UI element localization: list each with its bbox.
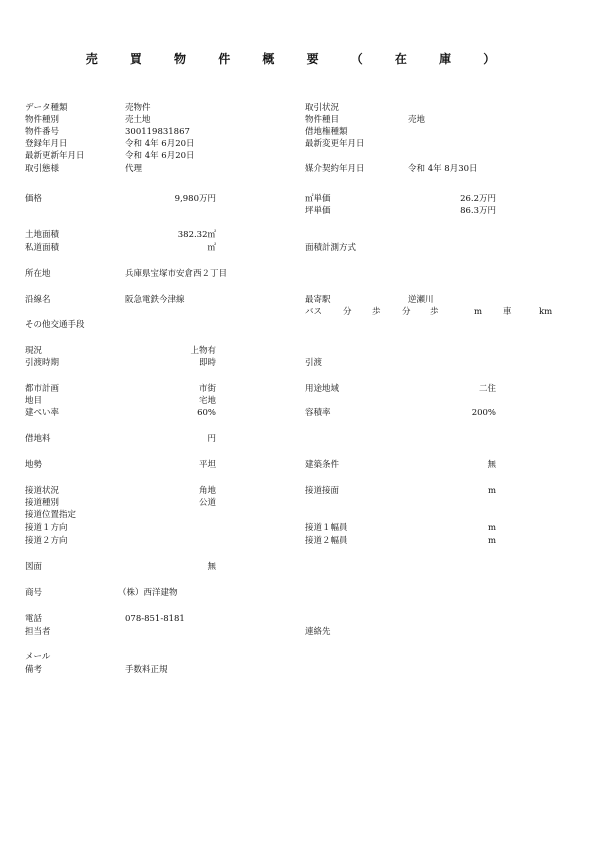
value-price: 9,980万円 [174, 194, 216, 204]
value-data-type: 売物件 [125, 103, 151, 113]
label-nearest-station: 最寄駅 [305, 295, 331, 305]
label-terrain: 地勢 [25, 460, 43, 470]
value-building-coverage: 60% [197, 408, 216, 418]
value-current-status: 上物有 [190, 346, 216, 356]
label-road-access: 接道状況 [25, 486, 60, 496]
label-brokerage-date: 媒介契約年月日 [305, 164, 365, 174]
label-mail: メール [25, 652, 51, 662]
label-road-frontage: 接道接面 [305, 486, 340, 496]
label-property-number: 物件番号 [25, 127, 60, 137]
value-terrain: 平坦 [198, 460, 216, 470]
label-bus-minutes: 分 [343, 307, 352, 317]
value-nearest-station: 逆瀬川 [408, 295, 434, 305]
value-handover-time: 即時 [198, 358, 216, 368]
label-staff: 担当者 [25, 627, 51, 637]
value-land-rent: 円 [207, 434, 216, 444]
label-address: 所在地 [25, 269, 51, 279]
label-phone: 電話 [25, 614, 43, 624]
label-road2-width: 接道２幅員 [305, 536, 348, 546]
value-registered-date: 令和 4年 6月20日 [125, 139, 195, 149]
label-property-item: 物件種目 [305, 115, 340, 125]
label-company: 商号 [25, 588, 43, 598]
label-transaction-status: 取引状況 [305, 103, 340, 113]
label-land-category: 地目 [25, 396, 43, 406]
label-price: 価格 [25, 194, 43, 204]
value-property-item: 売地 [408, 115, 426, 125]
value-private-road-area: ㎡ [207, 243, 216, 253]
label-transaction-mode: 取引態様 [25, 164, 60, 174]
value-land-area: 382.32㎡ [177, 230, 216, 240]
value-city-planning: 市街 [198, 384, 216, 394]
label-data-type: データ種類 [25, 103, 68, 113]
label-private-road-area: 私道面積 [25, 243, 60, 253]
value-brokerage-date: 令和 4年 8月30日 [408, 164, 478, 174]
label-meters: m [474, 307, 483, 317]
value-floor-area-ratio: 200% [471, 408, 496, 418]
page-title: 売 買 物 件 概 要 （ 在 庫 ） [85, 52, 510, 66]
value-remarks: 手数料正規 [125, 665, 168, 675]
value-company: （株）西洋建物 [118, 588, 178, 598]
label-city-planning: 都市計画 [25, 384, 60, 394]
value-road-frontage: m [487, 486, 496, 496]
label-remarks: 備考 [25, 665, 43, 675]
label-land-area: 土地面積 [25, 230, 60, 240]
label-registered-date: 登録年月日 [25, 139, 68, 149]
label-use-district: 用途地域 [305, 384, 340, 394]
label-walk-minutes: 分 [402, 307, 411, 317]
label-drawing: 図面 [25, 562, 43, 572]
value-road-type: 公道 [198, 498, 216, 508]
label-land-rent: 借地料 [25, 434, 51, 444]
label-other-transport: その他交通手段 [25, 320, 85, 330]
value-drawing: 無 [207, 562, 216, 572]
label-last-changed-date: 最新変更年月日 [305, 139, 365, 149]
label-handover: 引渡 [305, 358, 323, 368]
value-land-category: 宅地 [198, 396, 216, 406]
label-leasehold-type: 借地権種類 [305, 127, 348, 137]
label-road1-width: 接道１幅員 [305, 523, 348, 533]
value-property-class: 売土地 [125, 115, 151, 125]
label-road-type: 接道種別 [25, 498, 60, 508]
value-road2-width: m [487, 536, 496, 546]
label-road1-direction: 接道１方向 [25, 523, 68, 533]
label-area-measure-method: 面積計測方式 [305, 243, 357, 253]
value-property-number: 300119831867 [125, 127, 190, 137]
label-building-condition: 建築条件 [305, 460, 340, 470]
value-address: 兵庫県宝塚市安倉西２丁目 [125, 269, 228, 279]
value-sqm-price: 26.2万円 [460, 194, 496, 204]
label-car: 車 [503, 307, 512, 317]
label-bus: バス [305, 307, 323, 317]
label-last-updated-date: 最新更新年月日 [25, 151, 85, 161]
label-km: km [539, 307, 553, 317]
label-road-position: 接道位置指定 [25, 510, 77, 520]
label-current-status: 現況 [25, 346, 43, 356]
label-building-coverage: 建ぺい率 [25, 408, 60, 418]
label-floor-area-ratio: 容積率 [305, 408, 331, 418]
label-railway-line: 沿線名 [25, 295, 51, 305]
label-handover-time: 引渡時期 [25, 358, 60, 368]
value-last-updated-date: 令和 4年 6月20日 [125, 151, 195, 161]
value-road-access: 角地 [198, 486, 216, 496]
label-road2-direction: 接道２方向 [25, 536, 68, 546]
value-phone: 078-851-8181 [125, 614, 185, 624]
label-tsubo-price: 坪単価 [305, 206, 331, 216]
value-transaction-mode: 代理 [125, 164, 143, 174]
label-sqm-price: ㎡単価 [305, 194, 331, 204]
value-road1-width: m [487, 523, 496, 533]
label-walk: 歩 [430, 307, 439, 317]
label-bus-walk: 歩 [372, 307, 381, 317]
value-building-condition: 無 [487, 460, 496, 470]
label-property-class: 物件種別 [25, 115, 60, 125]
label-contact: 連絡先 [305, 627, 331, 637]
value-tsubo-price: 86.3万円 [460, 206, 496, 216]
value-railway-line: 阪急電鉄今津線 [125, 295, 185, 305]
value-use-district: 二住 [478, 384, 496, 394]
